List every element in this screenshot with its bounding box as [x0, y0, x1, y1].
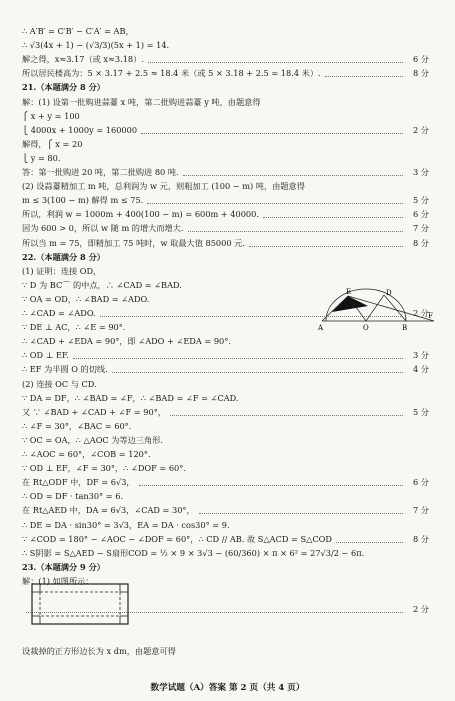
text-line: m ≤ 3(100 − m) 解得 m ≤ 75.	[22, 195, 144, 206]
text-line: ∴ ∠F = 30°，∠BAC = 60°.	[22, 420, 132, 431]
text-line: 所以，利润 w = 1000m + 400(100 − m) = 600m + 40000.	[22, 209, 259, 220]
text-line: ∴ DE = DA · sin30° = 3√3，EA = DA · cos30° = 9.	[22, 519, 230, 530]
text-line: 在 Rt△AED 中，DA = 6√3，∠CAD = 30°，	[22, 505, 195, 516]
text-line: ∵ D 为 BC⌒ 的中点，∴ ∠CAD = ∠BAD.	[22, 279, 182, 290]
text-line: 答：第一批购进 20 吨，第二批购进 80 吨.	[22, 167, 179, 177]
text-line: 22.（本题满分 8 分）	[22, 251, 105, 262]
leader-dots	[112, 372, 403, 373]
leader-dots	[73, 358, 403, 359]
box-net-figure	[30, 582, 130, 626]
text-line: ∴ ∠CAD = ∠ADO.	[22, 308, 96, 318]
text-line: ∴ S阴影 = S△AED − S扇形COD = ½ × 9 × 3√3 − (60/360) × π × 6² = 27√3/2 − 6π.	[22, 547, 365, 558]
score-mark: 7 分	[413, 505, 429, 516]
text-line: ∵ ∠COD = 180° − ∠AOC − ∠DOF = 60°，∴ CD // AB. 故 S△ACD = S△COD	[22, 533, 332, 544]
score-mark: 8 分	[413, 533, 429, 544]
text-line: ∴ EF 为半圆 O 的切线.	[22, 364, 108, 375]
label-A: A	[318, 324, 324, 332]
score-mark: 6 分	[413, 54, 429, 65]
text-line: ∵ OC = OA，∴ △AOC 为等边三角形.	[22, 434, 163, 445]
text-line: ∴ OD = DF · tan30° = 6.	[22, 491, 124, 502]
text-line: ∵ OA = OD，∴ ∠BAD = ∠ADO.	[22, 293, 150, 304]
text-line: 21.（本题满分 8 分）	[22, 82, 105, 93]
leader-dots	[188, 231, 403, 232]
score-mark: 8 分	[413, 68, 429, 79]
text-line: ∴ ∠AOC = 60°，∠COB = 120°.	[22, 449, 151, 459]
text-line: ⎧ x + y = 100	[22, 110, 80, 121]
text-line: 设裁掉的正方形边长为 x dm，由题意可得	[22, 646, 176, 657]
label-O: O	[363, 324, 369, 332]
score-mark: 6 分	[413, 209, 429, 220]
semicircle-figure	[318, 287, 438, 337]
label-F: F	[428, 312, 433, 320]
score-mark: 8 分	[413, 237, 429, 248]
score-mark: 3 分	[413, 350, 429, 361]
text-line: 23.（本题满分 9 分）	[22, 561, 105, 572]
leader-dots	[147, 203, 403, 204]
leader-dots	[199, 513, 403, 514]
leader-dots	[148, 62, 403, 63]
score-mark: 6 分	[413, 477, 429, 488]
score-mark: 2 分	[413, 604, 429, 615]
label-D: D	[386, 289, 392, 297]
score-mark: 5 分	[413, 406, 429, 417]
score-mark: 5 分	[413, 195, 429, 206]
leader-dots	[249, 246, 403, 247]
score-mark: 4 分	[413, 364, 429, 375]
text-line: 所以居民楼高为：5 × 3.17 + 2.5 ≈ 18.4 米（或 5 × 3.18 + 2.5 = 18.4 米）.	[22, 68, 321, 79]
text-line: ∵ OD ⊥ EF，∠F = 30°，∴ ∠DOF = 60°.	[22, 463, 186, 474]
text-line: 在 Rt△ODF 中，DF = 6√3，	[22, 477, 135, 488]
score-mark: 2 分	[413, 124, 429, 135]
text-line: (1) 证明：连接 OD，	[22, 265, 102, 276]
leader-dots	[325, 76, 403, 77]
label-B: B	[402, 324, 408, 332]
leader-dots	[336, 542, 403, 543]
text-line: 解得，⎧ x = 20	[22, 138, 83, 149]
text-line: 又 ∵ ∠BAD + ∠CAD + ∠F = 90°，	[22, 406, 166, 417]
text-line: ∴ OD ⊥ EF.	[22, 350, 69, 361]
leader-dots	[141, 133, 403, 134]
text-line: ⎩ 4000x + 1000y = 160000	[22, 124, 138, 135]
text-line: 解：(1) 设第一批购进蒜薹 x 吨，第二批购进蒜薹 y 吨，由题意得	[22, 96, 261, 107]
text-line: ∴ A′B′ = C′B′ − C′A′ = AB，	[22, 26, 134, 36]
leader-dots	[183, 175, 403, 176]
score-mark: 2 分	[413, 308, 429, 318]
text-line: ∵ DE ⊥ AC，∴ ∠E = 90°.	[22, 322, 126, 333]
leader-dots	[263, 217, 403, 218]
text-line: ∴ √3(4x + 1) − (√3/3)(5x + 1) = 14.	[22, 40, 170, 51]
leader-dots	[170, 415, 403, 416]
text-line: 因为 600 > 0，所以 w 随 m 的增大而增大.	[22, 223, 184, 234]
text-line: (2) 连接 OC 与 CD.	[22, 378, 97, 389]
text-line: ∵ DA = DF，∴ ∠BAD = ∠F，∴ ∠BAD = ∠F = ∠CAD.	[22, 392, 239, 403]
text-line: ∴ ∠CAD + ∠EDA = 90°，即 ∠ADO + ∠EDA = 90°.	[22, 336, 231, 347]
label-E: E	[346, 288, 352, 296]
text-line: 解：(1) 如图所示：	[22, 575, 94, 586]
text-line: 所以当 m = 75，即精加工 75 吨时，w 取最大值 85000 元.	[22, 237, 245, 248]
leader-dots	[139, 485, 403, 486]
text-line: 解之得，x≈3.17（或 x≈3.18）.	[22, 54, 144, 65]
page-footer: 数学试题（A）答案 第 2 页（共 4 页）	[150, 683, 305, 693]
text-line: ⎩ y = 80.	[22, 152, 61, 163]
score-mark: 3 分	[413, 167, 429, 177]
score-mark: 7 分	[413, 223, 429, 234]
text-line: (2) 设蒜薹精加工 m 吨，总利润为 w 元，则粗加工 (100 − m) 吨，由题意得	[22, 181, 305, 192]
